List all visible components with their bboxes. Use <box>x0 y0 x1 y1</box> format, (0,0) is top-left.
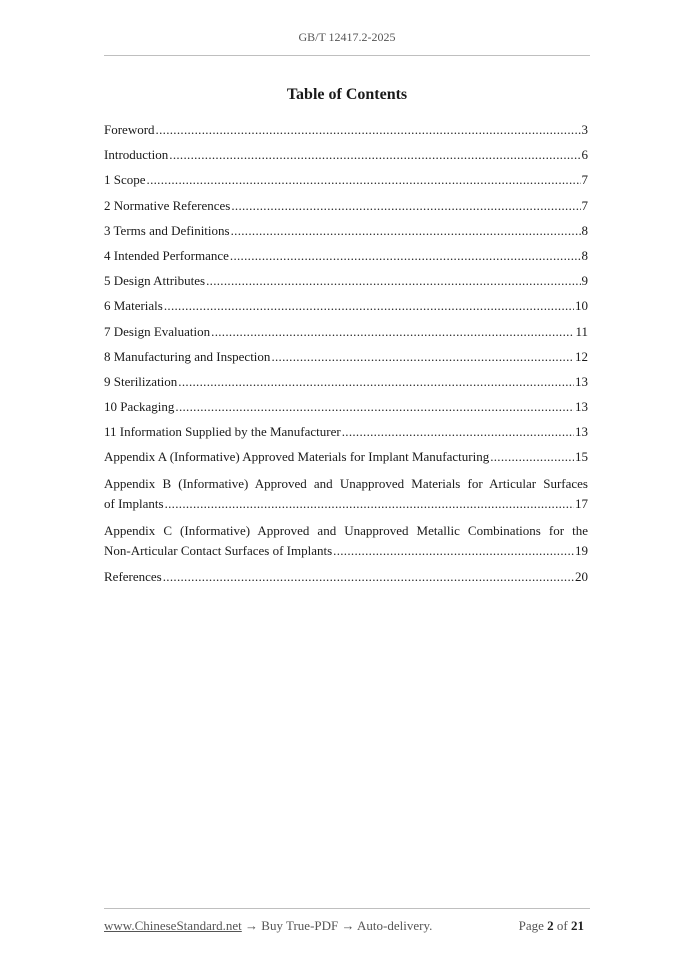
of-word: of <box>556 918 568 933</box>
dot-leader <box>165 494 574 513</box>
toc-entry-information-supplied[interactable] <box>104 423 588 440</box>
toc-entry-label: 5 Design Attributes <box>104 273 206 289</box>
dot-leader <box>333 541 574 560</box>
toc-entry-page: 9 <box>581 273 588 289</box>
toc-entry-page: 20 <box>575 568 588 584</box>
page-total: 21 <box>571 918 584 933</box>
toc-entry-label: Foreword <box>104 122 155 137</box>
toc-entry-manufacturing-and-inspection[interactable] <box>104 348 588 365</box>
toc-entry-design-evaluation[interactable] <box>104 323 588 340</box>
toc-entry-label: 8 Manufacturing and Inspection <box>104 348 271 364</box>
dot-leader <box>169 146 580 163</box>
toc-entry-label-line1: Appendix C (Informative) Approved and Unapproved Metallic Combinations for the <box>104 522 588 538</box>
toc-entry-page: 13 <box>575 399 588 415</box>
arrow-icon: → <box>245 918 259 933</box>
dot-leader <box>163 568 574 585</box>
toc-entry-page: 19 <box>575 542 588 558</box>
toc-entry-label-line2: Non-Articular Contact Surfaces of Implants <box>104 542 333 558</box>
toc-entry-normative-references[interactable] <box>104 197 588 214</box>
toc-entry-label-line2: of Implants <box>104 495 164 511</box>
buy-true-pdf-link[interactable]: Buy True-PDF <box>261 918 339 933</box>
toc-entry-packaging[interactable] <box>104 398 588 415</box>
page-current: 2 <box>547 918 554 933</box>
footer-divider <box>104 908 590 909</box>
toc-entry-label: 6 Materials <box>104 298 163 314</box>
dot-leader <box>231 197 580 214</box>
dot-leader <box>490 448 574 465</box>
toc-entry-appendix-a[interactable] <box>104 448 588 465</box>
dot-leader <box>230 247 581 264</box>
toc-entry-label: 10 Packaging <box>104 399 175 415</box>
toc-entry-label: References <box>104 568 162 584</box>
toc-entry-label: 1 Scope <box>104 172 146 188</box>
toc-entry-label-line1: Appendix B (Informative) Approved and Unapproved Materials for Articular Surfaces <box>104 475 588 491</box>
header-divider <box>104 55 590 56</box>
toc-entry-label: Introduction <box>104 147 169 163</box>
toc-entry-page: 13 <box>575 424 588 440</box>
toc-entry-page: 8 <box>581 222 588 238</box>
page-word: Page <box>518 918 544 933</box>
toc-entry-label: 3 Terms and Definitions <box>104 222 230 238</box>
toc-entry-design-attributes[interactable] <box>104 272 588 289</box>
toc-entry-label: Appendix A (Informative) Approved Materials for Implant Manufacturing <box>104 449 490 465</box>
toc-entry-page: 11 <box>575 323 588 339</box>
toc-entry-foreword[interactable] <box>104 121 588 138</box>
toc-entry-sterilization[interactable] <box>104 373 588 390</box>
site-link[interactable]: www.ChineseStandard.net <box>104 918 242 933</box>
dot-leader <box>147 171 581 188</box>
dot-leader <box>206 272 580 289</box>
dot-leader <box>156 121 581 138</box>
toc-entry-introduction[interactable] <box>104 146 588 163</box>
toc-entry-page: 8 <box>581 247 588 263</box>
dot-leader <box>231 222 581 239</box>
page-number <box>519 918 584 934</box>
toc-entry-page: 12 <box>575 348 588 364</box>
toc-list <box>104 121 588 593</box>
dot-leader <box>271 348 574 365</box>
toc-entry-scope[interactable] <box>104 171 588 188</box>
toc-entry-page: 6 <box>581 147 588 163</box>
toc-entry-appendix-c[interactable] <box>104 521 588 559</box>
toc-entry-page: 7 <box>581 172 588 188</box>
toc-entry-terms-and-definitions[interactable] <box>104 222 588 239</box>
toc-entry-references[interactable] <box>104 568 588 585</box>
dot-leader <box>164 297 574 314</box>
toc-entry-page: 7 <box>581 197 588 213</box>
toc-entry-page: 13 <box>575 373 588 389</box>
toc-entry-appendix-b[interactable] <box>104 474 588 512</box>
dot-leader <box>211 323 574 340</box>
toc-entry-label: 2 Normative References <box>104 197 231 213</box>
footer-promo <box>104 918 432 934</box>
toc-entry-materials[interactable] <box>104 297 588 314</box>
toc-entry-label: 11 Information Supplied by the Manufacturer <box>104 424 341 440</box>
toc-entry-label: 4 Intended Performance <box>104 247 229 263</box>
toc-entry-label: 9 Sterilization <box>104 373 178 389</box>
toc-entry-page: 3 <box>581 122 588 137</box>
toc-entry-label: 7 Design Evaluation <box>104 323 211 339</box>
arrow-icon: → <box>341 918 355 933</box>
toc-entry-page: 17 <box>575 495 588 511</box>
toc-entry-page: 15 <box>575 449 588 465</box>
toc-entry-intended-performance[interactable] <box>104 247 588 264</box>
dot-leader <box>342 423 574 440</box>
dot-leader <box>178 373 574 390</box>
auto-delivery-text: Auto-delivery. <box>357 918 433 933</box>
document-code-header: GB/T 12417.2-2025 <box>298 30 396 44</box>
toc-entry-page: 10 <box>575 298 588 314</box>
dot-leader <box>175 398 574 415</box>
toc-title: Table of Contents <box>286 86 408 103</box>
